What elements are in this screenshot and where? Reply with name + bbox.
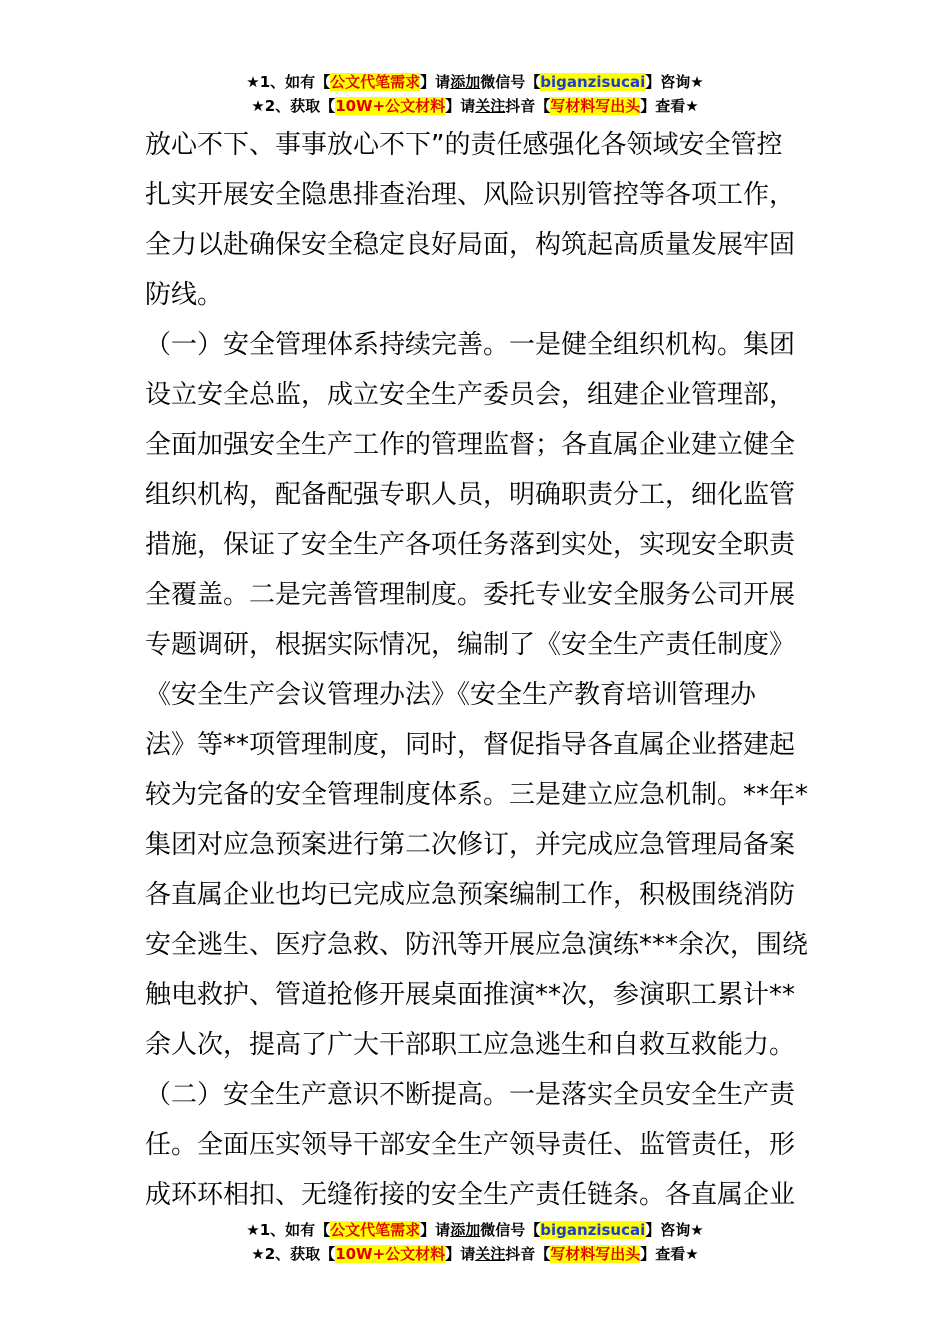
highlight-douyin-account: 写材料写出头 <box>550 1245 641 1263</box>
banner-text: ★1、如有【 <box>246 73 331 91</box>
section-heading-line: （一）安全管理体系持续完善。一是健全组织机构。集团 <box>145 330 796 360</box>
section-heading-line: （二）安全生产意识不断提高。一是落实全员安全生产责 <box>145 1080 796 1110</box>
banner-text: 微信号【 <box>480 73 541 91</box>
highlight-materials: 10W+公文材料 <box>335 1245 446 1263</box>
banner-text: 】请 <box>445 97 476 115</box>
banner-underlined-text: 添加 <box>450 73 481 91</box>
body-line: 触电救护、管道抢修开展桌面推演**次，参演职工累计** <box>145 980 796 1010</box>
footer-banner <box>0 1218 950 1266</box>
body-line: 成环环相扣、无缝衔接的安全生产责任链条。各直属企业 <box>145 1180 796 1210</box>
body-line: 组织机构，配备配强专职人员，明确职责分工，细化监管 <box>145 480 796 510</box>
body-line: 扎实开展安全隐患排查治理、风险识别管控等各项工作， <box>145 180 796 210</box>
banner-line-1 <box>0 70 950 94</box>
banner-line-2 <box>0 94 950 118</box>
banner-text: ★2、获取【 <box>251 97 336 115</box>
body-line: 全力以赴确保安全稳定良好局面，构筑起高质量发展牢固 <box>145 230 796 260</box>
banner-text: 】请 <box>420 1221 451 1239</box>
highlight-materials: 10W+公文材料 <box>335 97 446 115</box>
banner-text: ★2、获取【 <box>251 1245 336 1263</box>
banner-text: ★1、如有【 <box>246 1221 331 1239</box>
body-line: 全覆盖。二是完善管理制度。委托专业安全服务公司开展 <box>145 580 796 610</box>
body-line: 法》等**项管理制度，同时，督促指导各直属企业搭建起 <box>145 730 796 760</box>
highlight-service: 公文代笔需求 <box>330 73 421 91</box>
body-line: 全面加强安全生产工作的管理监督；各直属企业建立健全 <box>145 430 796 460</box>
banner-text: 】查看★ <box>640 1245 699 1263</box>
banner-underlined-text: 关注 <box>475 97 506 115</box>
header-banner <box>0 70 950 118</box>
body-line: 专题调研，根据实际情况，编制了《安全生产责任制度》 <box>145 630 796 660</box>
body-line: 《安全生产会议管理办法》《安全生产教育培训管理办 <box>145 680 757 710</box>
banner-text: 】查看★ <box>640 97 699 115</box>
banner-line-2 <box>0 1242 950 1266</box>
highlight-wechat-id: biganzisucai <box>540 1221 646 1239</box>
body-line: 较为完备的安全管理制度体系。三是建立应急机制。**年* <box>145 780 809 810</box>
highlight-douyin-account: 写材料写出头 <box>550 97 641 115</box>
body-line: 安全逃生、医疗急救、防汛等开展应急演练***余次，围绕 <box>145 930 809 960</box>
body-line: 集团对应急预案进行第二次修订，并完成应急管理局备案 <box>145 830 796 860</box>
banner-text: 微信号【 <box>480 1221 541 1239</box>
document-body <box>145 120 810 1220</box>
highlight-service: 公文代笔需求 <box>330 1221 421 1239</box>
body-line: 措施，保证了安全生产各项任务落到实处，实现安全职责 <box>145 530 796 560</box>
banner-text: 】咨询★ <box>645 1221 704 1239</box>
banner-underlined-text: 添加 <box>450 1221 481 1239</box>
body-line: 放心不下、事事放心不下”的责任感强化各领域安全管控 <box>145 130 783 160</box>
body-line: 各直属企业也均已完成应急预案编制工作，积极围绕消防 <box>145 880 796 910</box>
banner-text: 】请 <box>445 1245 476 1263</box>
banner-underlined-text: 关注 <box>475 1245 506 1263</box>
body-line: 余人次，提高了广大干部职工应急逃生和自救互救能力。 <box>145 1030 796 1060</box>
banner-text: 抖音【 <box>505 97 551 115</box>
body-line: 任。全面压实领导干部安全生产领导责任、监管责任，形 <box>145 1130 796 1160</box>
banner-text: 】请 <box>420 73 451 91</box>
banner-text: 】咨询★ <box>645 73 704 91</box>
banner-text: 抖音【 <box>505 1245 551 1263</box>
highlight-wechat-id: biganzisucai <box>540 73 646 91</box>
banner-line-1 <box>0 1218 950 1242</box>
body-line: 设立安全总监，成立安全生产委员会，组建企业管理部， <box>145 380 796 410</box>
body-line: 防线。 <box>145 280 224 310</box>
